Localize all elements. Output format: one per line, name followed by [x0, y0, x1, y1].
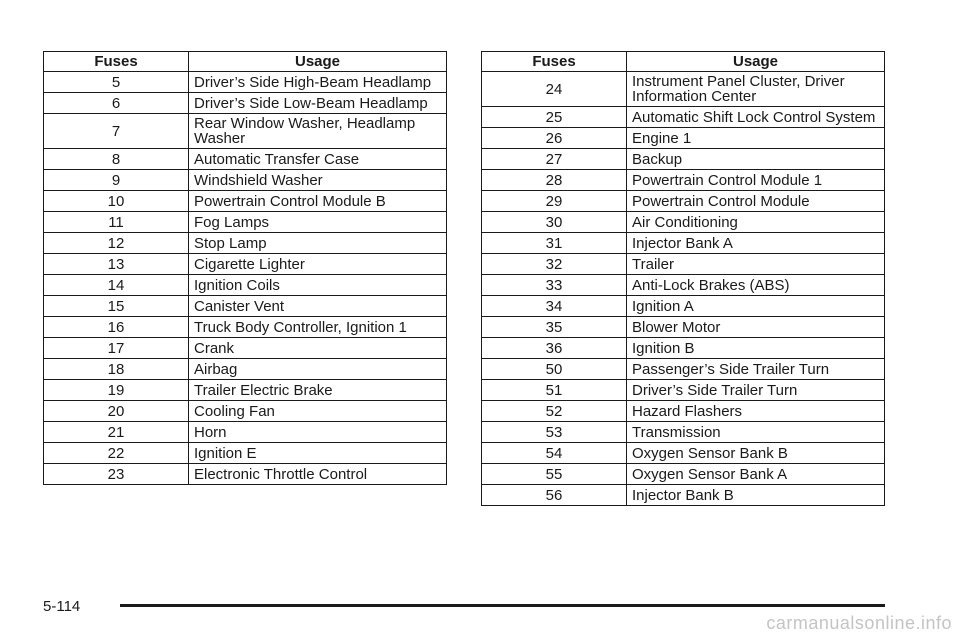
fuse-usage-cell: Ignition E	[189, 443, 447, 464]
fuse-number-cell: 32	[482, 254, 627, 275]
fuse-number-cell: 52	[482, 401, 627, 422]
fuse-number-cell: 30	[482, 212, 627, 233]
fuse-usage-cell: Air Conditioning	[627, 212, 885, 233]
table-row	[482, 254, 885, 275]
fuse-usage-cell: Driver’s Side Trailer Turn	[627, 380, 885, 401]
table-row	[44, 401, 447, 422]
table-row	[482, 422, 885, 443]
fuse-table-left	[43, 51, 447, 485]
fuse-usage-cell: Ignition Coils	[189, 275, 447, 296]
fuse-usage-cell: Trailer Electric Brake	[189, 380, 447, 401]
fuse-usage-cell: Cooling Fan	[189, 401, 447, 422]
fuse-number-cell: 21	[44, 422, 189, 443]
fuse-number-cell: 16	[44, 317, 189, 338]
fuse-number-cell: 11	[44, 212, 189, 233]
fuse-usage-cell: Transmission	[627, 422, 885, 443]
fuse-number-cell: 9	[44, 170, 189, 191]
fuse-usage-cell: Automatic Transfer Case	[189, 149, 447, 170]
fuse-usage-cell: Truck Body Controller, Ignition 1	[189, 317, 447, 338]
fuse-number-cell: 56	[482, 485, 627, 506]
fuse-usage-cell: Ignition B	[627, 338, 885, 359]
fuse-table-right-body	[482, 72, 885, 506]
fuse-number-cell: 10	[44, 191, 189, 212]
table-row	[44, 464, 447, 485]
fuse-usage-cell: Rear Window Washer, Headlamp Washer	[189, 114, 447, 149]
table-row	[482, 149, 885, 170]
fuse-number-cell: 5	[44, 72, 189, 93]
fuse-number-cell: 18	[44, 359, 189, 380]
fuse-usage-cell: Fog Lamps	[189, 212, 447, 233]
fuses-column-header: Fuses	[482, 52, 627, 72]
fuse-usage-cell: Powertrain Control Module	[627, 191, 885, 212]
table-row	[44, 233, 447, 254]
table-row	[44, 191, 447, 212]
fuse-usage-cell: Powertrain Control Module B	[189, 191, 447, 212]
fuse-number-cell: 23	[44, 464, 189, 485]
table-row	[482, 359, 885, 380]
fuse-usage-cell: Electronic Throttle Control	[189, 464, 447, 485]
fuse-number-cell: 7	[44, 114, 189, 149]
fuse-number-cell: 12	[44, 233, 189, 254]
fuse-usage-cell: Backup	[627, 149, 885, 170]
table-row	[44, 254, 447, 275]
fuse-usage-cell: Oxygen Sensor Bank A	[627, 464, 885, 485]
table-row	[44, 338, 447, 359]
table-row	[482, 128, 885, 149]
table-row	[44, 422, 447, 443]
fuse-number-cell: 22	[44, 443, 189, 464]
fuse-usage-cell: Horn	[189, 422, 447, 443]
fuse-usage-cell: Injector Bank B	[627, 485, 885, 506]
fuse-number-cell: 51	[482, 380, 627, 401]
table-row	[482, 107, 885, 128]
fuse-number-cell: 17	[44, 338, 189, 359]
fuse-number-cell: 15	[44, 296, 189, 317]
table-row	[482, 233, 885, 254]
fuse-usage-cell: Powertrain Control Module 1	[627, 170, 885, 191]
fuse-number-cell: 25	[482, 107, 627, 128]
table-row	[44, 170, 447, 191]
table-row	[482, 380, 885, 401]
table-header-row	[482, 52, 885, 72]
fuse-usage-cell: Windshield Washer	[189, 170, 447, 191]
fuses-column-header: Fuses	[44, 52, 189, 72]
watermark: carmanualsonline.info	[766, 613, 952, 633]
table-row	[482, 401, 885, 422]
fuse-usage-cell: Injector Bank A	[627, 233, 885, 254]
fuse-number-cell: 36	[482, 338, 627, 359]
fuse-table-right	[481, 51, 885, 506]
fuse-usage-cell: Instrument Panel Cluster, Driver Information Center	[627, 72, 885, 107]
footer-rule	[120, 604, 885, 607]
fuse-usage-cell: Blower Motor	[627, 317, 885, 338]
table-row	[44, 72, 447, 93]
fuse-number-cell: 14	[44, 275, 189, 296]
fuse-number-cell: 31	[482, 233, 627, 254]
fuse-number-cell: 19	[44, 380, 189, 401]
fuse-number-cell: 54	[482, 443, 627, 464]
fuse-usage-cell: Driver’s Side Low-Beam Headlamp	[189, 93, 447, 114]
fuse-number-cell: 28	[482, 170, 627, 191]
table-row	[482, 212, 885, 233]
fuse-usage-cell: Cigarette Lighter	[189, 254, 447, 275]
table-row	[482, 338, 885, 359]
fuse-usage-cell: Trailer	[627, 254, 885, 275]
fuse-usage-cell: Hazard Flashers	[627, 401, 885, 422]
table-row	[482, 485, 885, 506]
page-number: 5-114	[43, 598, 81, 615]
fuse-usage-cell: Engine 1	[627, 128, 885, 149]
fuse-usage-cell: Passenger’s Side Trailer Turn	[627, 359, 885, 380]
table-row	[44, 114, 447, 149]
table-row	[44, 443, 447, 464]
table-row	[482, 191, 885, 212]
fuse-number-cell: 20	[44, 401, 189, 422]
fuse-number-cell: 34	[482, 296, 627, 317]
table-row	[482, 275, 885, 296]
fuse-number-cell: 13	[44, 254, 189, 275]
table-row	[482, 317, 885, 338]
fuse-number-cell: 29	[482, 191, 627, 212]
fuse-number-cell: 27	[482, 149, 627, 170]
table-row	[482, 464, 885, 485]
table-row	[482, 443, 885, 464]
fuse-number-cell: 24	[482, 72, 627, 107]
table-row	[44, 275, 447, 296]
table-header-row	[44, 52, 447, 72]
fuse-usage-cell: Automatic Shift Lock Control System	[627, 107, 885, 128]
fuse-usage-cell: Anti-Lock Brakes (ABS)	[627, 275, 885, 296]
table-row	[44, 296, 447, 317]
fuse-usage-cell: Driver’s Side High-Beam Headlamp	[189, 72, 447, 93]
fuse-number-cell: 50	[482, 359, 627, 380]
table-row	[44, 359, 447, 380]
fuse-usage-cell: Canister Vent	[189, 296, 447, 317]
usage-column-header: Usage	[627, 52, 885, 72]
table-row	[44, 93, 447, 114]
fuse-number-cell: 35	[482, 317, 627, 338]
fuse-usage-cell: Crank	[189, 338, 447, 359]
usage-column-header: Usage	[189, 52, 447, 72]
fuse-usage-cell: Oxygen Sensor Bank B	[627, 443, 885, 464]
table-row	[482, 170, 885, 191]
fuse-usage-cell: Airbag	[189, 359, 447, 380]
table-row	[44, 212, 447, 233]
table-row	[44, 380, 447, 401]
table-row	[482, 72, 885, 107]
fuse-usage-cell: Ignition A	[627, 296, 885, 317]
fuse-number-cell: 8	[44, 149, 189, 170]
fuse-number-cell: 26	[482, 128, 627, 149]
table-row	[44, 317, 447, 338]
table-row	[482, 296, 885, 317]
fuse-usage-cell: Stop Lamp	[189, 233, 447, 254]
table-row	[44, 149, 447, 170]
fuse-number-cell: 6	[44, 93, 189, 114]
fuse-table-left-body	[44, 72, 447, 485]
fuse-number-cell: 55	[482, 464, 627, 485]
fuse-number-cell: 33	[482, 275, 627, 296]
fuse-number-cell: 53	[482, 422, 627, 443]
